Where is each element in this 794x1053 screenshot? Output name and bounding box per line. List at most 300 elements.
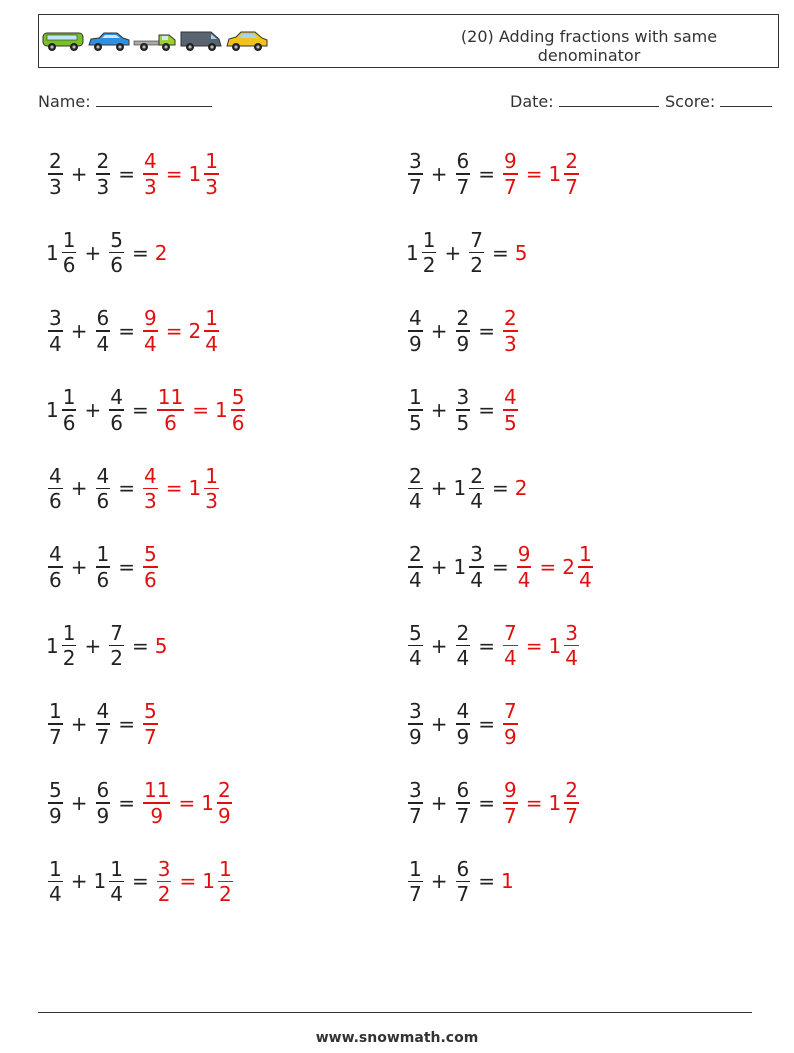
answer-mixed-number	[201, 778, 233, 828]
whole-part: 1	[46, 633, 59, 658]
denominator: 7	[409, 174, 422, 199]
whole-part: 1	[548, 162, 562, 186]
denominator: 4	[578, 567, 592, 592]
score-field[interactable]	[665, 92, 772, 111]
numerator: 1	[422, 227, 436, 252]
answer-mixed-number	[549, 149, 581, 199]
numerator: 4	[49, 463, 62, 488]
numerator: 6	[456, 856, 470, 881]
date-blank[interactable]	[559, 92, 659, 107]
denominator: 9	[409, 724, 422, 749]
plus-sign: +	[70, 869, 88, 894]
whole-part: 1	[214, 397, 228, 422]
problem-2	[46, 218, 167, 288]
equals-sign: =	[165, 162, 183, 186]
whole-part: 1	[548, 633, 562, 658]
fraction	[204, 306, 219, 356]
fraction	[517, 542, 532, 592]
plus-sign: +	[84, 240, 102, 265]
answer-fraction	[141, 542, 160, 592]
name-blank[interactable]	[96, 92, 212, 107]
fraction	[578, 542, 593, 592]
answer-integer: 1	[501, 869, 514, 894]
numerator: 3	[409, 778, 422, 803]
denominator: 6	[110, 410, 123, 435]
equals-sign: =	[178, 790, 196, 815]
fraction	[408, 149, 423, 199]
whole-part: 1	[453, 555, 467, 579]
answer-fraction	[141, 306, 160, 356]
equals-sign: =	[478, 869, 495, 894]
numerator: 7	[470, 227, 483, 252]
denominator: 4	[409, 567, 422, 592]
equals-sign: =	[165, 476, 183, 501]
denominator: 4	[205, 331, 218, 356]
numerator: 9	[517, 542, 531, 567]
plus-sign: +	[70, 476, 88, 501]
numerator: 1	[409, 385, 422, 410]
numerator: 4	[96, 463, 110, 488]
worksheet-title: (20) Adding fractions with same denominator	[460, 27, 718, 65]
mixed-number	[46, 621, 78, 671]
fraction	[456, 778, 471, 828]
denominator: 9	[456, 331, 470, 356]
numerator: 2	[409, 463, 422, 488]
fraction	[96, 699, 111, 749]
equals-sign: =	[131, 633, 149, 658]
denominator: 7	[565, 174, 578, 199]
fraction	[204, 464, 219, 514]
worksheet-header	[38, 14, 779, 68]
plus-sign: +	[70, 790, 88, 815]
denominator: 3	[205, 489, 218, 514]
denominator: 7	[504, 174, 517, 199]
problem-7	[46, 611, 167, 681]
plus-sign: +	[430, 869, 448, 894]
numerator: 9	[144, 306, 157, 331]
numerator: 3	[565, 620, 578, 645]
numerator: 3	[49, 306, 62, 331]
numerator: 2	[504, 306, 517, 331]
denominator: 3	[49, 174, 62, 199]
numerator: 2	[456, 620, 470, 645]
denominator: 2	[157, 882, 171, 907]
denominator: 6	[49, 489, 62, 514]
problem-17	[406, 611, 581, 681]
denominator: 4	[49, 882, 62, 907]
mixed-number	[46, 228, 78, 278]
answer-mixed-number	[562, 542, 594, 592]
numerator: 5	[49, 778, 62, 803]
answer-fraction	[155, 385, 186, 435]
numerator: 1	[62, 227, 76, 252]
fraction	[456, 385, 471, 435]
denominator: 7	[565, 803, 578, 828]
footer-divider	[38, 1012, 752, 1013]
equals-sign: =	[192, 397, 209, 422]
problem-20	[406, 846, 514, 916]
date-label: Date:	[510, 92, 554, 111]
fraction	[143, 149, 158, 199]
fraction	[564, 621, 579, 671]
fraction	[96, 464, 111, 514]
fraction	[96, 778, 111, 828]
numerator: 3	[456, 385, 470, 410]
numerator: 7	[110, 620, 123, 645]
equals-sign: =	[131, 869, 149, 894]
plus-sign: +	[70, 712, 88, 737]
denominator: 7	[49, 724, 62, 749]
fraction	[408, 857, 423, 907]
fraction	[503, 778, 518, 828]
numerator: 7	[504, 620, 517, 645]
fraction	[157, 857, 172, 907]
numerator: 6	[456, 149, 470, 174]
plus-sign: +	[430, 397, 448, 422]
mixed-number	[94, 857, 126, 907]
answer-fraction	[141, 464, 160, 514]
answer-fraction	[141, 149, 160, 199]
denominator: 7	[456, 803, 470, 828]
problem-14	[406, 375, 520, 445]
answer-fraction	[501, 699, 520, 749]
denominator: 2	[110, 646, 123, 671]
numerator: 5	[110, 227, 123, 252]
yellow-hatchback-icon	[225, 27, 269, 53]
numerator: 9	[504, 149, 517, 174]
fraction	[422, 228, 437, 278]
name-label: Name:	[38, 92, 91, 111]
numerator: 3	[409, 149, 422, 174]
denominator: 7	[504, 803, 517, 828]
fraction	[143, 306, 158, 356]
fraction	[96, 542, 111, 592]
numerator: 6	[96, 778, 110, 803]
numerator: 2	[96, 149, 110, 174]
numerator: 11	[157, 385, 184, 410]
denominator: 6	[231, 410, 245, 435]
denominator: 7	[144, 724, 157, 749]
denominator: 4	[409, 646, 422, 671]
denominator: 4	[96, 331, 110, 356]
plus-sign: +	[430, 162, 448, 186]
equals-sign: =	[525, 162, 543, 186]
plus-sign: +	[70, 162, 88, 186]
problem-12	[406, 218, 527, 288]
denominator: 9	[150, 803, 164, 828]
fraction	[48, 464, 63, 514]
equals-sign: =	[118, 319, 135, 344]
whole-part: 1	[93, 869, 107, 894]
equals-sign: =	[478, 162, 495, 186]
mixed-number	[454, 464, 486, 514]
numerator: 1	[205, 463, 218, 488]
equals-sign: =	[165, 319, 183, 344]
equals-sign: =	[179, 869, 197, 894]
fraction	[48, 699, 63, 749]
fraction	[48, 306, 63, 356]
equals-sign: =	[525, 790, 543, 815]
numerator: 1	[409, 856, 422, 881]
numerator: 11	[144, 778, 170, 803]
answer-fraction	[141, 778, 172, 828]
fraction	[456, 621, 471, 671]
answer-mixed-number	[549, 778, 581, 828]
fraction	[408, 385, 423, 435]
denominator: 4	[456, 646, 470, 671]
denominator: 5	[456, 410, 470, 435]
fraction	[109, 857, 124, 907]
fraction	[143, 542, 158, 592]
fraction	[408, 306, 423, 356]
answer-mixed-number	[189, 149, 221, 199]
problem-18	[406, 689, 520, 759]
answer-mixed-number	[549, 621, 581, 671]
answer-integer: 5	[514, 240, 528, 265]
whole-part: 1	[46, 240, 59, 265]
fraction	[143, 464, 158, 514]
whole-part: 1	[188, 162, 202, 186]
answer-mixed-number	[189, 306, 221, 356]
answer-fraction	[501, 306, 520, 356]
blue-sedan-icon	[87, 27, 131, 53]
equals-sign: =	[491, 555, 509, 579]
denominator: 9	[504, 724, 517, 749]
equals-sign: =	[478, 633, 495, 658]
fraction	[204, 149, 219, 199]
fraction	[157, 385, 184, 435]
denominator: 7	[456, 882, 470, 907]
fraction	[62, 385, 77, 435]
equals-sign: =	[491, 476, 509, 501]
plus-sign: +	[430, 476, 448, 501]
denominator: 3	[144, 174, 157, 199]
fraction	[217, 778, 232, 828]
fraction	[109, 385, 124, 435]
score-blank[interactable]	[720, 92, 772, 107]
mixed-number	[454, 542, 486, 592]
fraction	[456, 306, 471, 356]
fraction	[143, 699, 158, 749]
fraction	[218, 857, 233, 907]
numerator: 4	[456, 699, 470, 724]
problem-15	[406, 453, 527, 523]
problem-6	[46, 532, 160, 602]
plus-sign: +	[84, 633, 102, 658]
plus-sign: +	[430, 555, 448, 579]
denominator: 4	[409, 489, 422, 514]
name-field[interactable]	[38, 92, 212, 111]
denominator: 4	[470, 489, 483, 514]
denominator: 3	[144, 489, 157, 514]
fraction	[456, 149, 471, 199]
answer-fraction	[501, 385, 520, 435]
denominator: 7	[456, 174, 470, 199]
equals-sign: =	[478, 712, 495, 737]
denominator: 5	[409, 410, 422, 435]
whole-part: 1	[406, 240, 419, 265]
denominator: 6	[49, 567, 62, 592]
fraction	[456, 699, 471, 749]
denominator: 3	[205, 174, 218, 199]
numerator: 4	[96, 699, 110, 724]
fraction	[96, 306, 111, 356]
plus-sign: +	[70, 319, 88, 344]
fraction	[408, 778, 423, 828]
problem-11	[406, 139, 581, 209]
numerator: 1	[578, 542, 592, 567]
numerator: 5	[409, 620, 422, 645]
numerator: 9	[504, 778, 517, 803]
denominator: 2	[422, 253, 436, 278]
fraction	[62, 228, 77, 278]
fraction	[469, 464, 484, 514]
denominator: 6	[110, 253, 123, 278]
grey-van-icon	[179, 27, 223, 53]
denominator: 4	[110, 882, 123, 907]
problem-4	[46, 375, 247, 445]
tow-truck-icon	[133, 27, 177, 53]
denominator: 7	[409, 882, 422, 907]
numerator: 1	[62, 620, 76, 645]
equals-sign: =	[478, 790, 495, 815]
problem-10	[46, 846, 235, 916]
fraction	[48, 542, 63, 592]
answer-fraction	[501, 621, 520, 671]
answer-fraction	[141, 699, 160, 749]
date-field[interactable]	[510, 92, 659, 111]
denominator: 6	[164, 410, 177, 435]
fraction	[96, 149, 111, 199]
denominator: 9	[456, 724, 470, 749]
numerator: 1	[205, 149, 218, 174]
answer-integer: 2	[154, 240, 168, 265]
problem-1	[46, 139, 221, 209]
fraction	[503, 306, 518, 356]
plus-sign: +	[430, 633, 448, 658]
plus-sign: +	[84, 397, 102, 422]
fraction	[48, 857, 63, 907]
denominator: 4	[504, 646, 517, 671]
numerator: 1	[205, 306, 218, 331]
fraction	[48, 149, 63, 199]
denominator: 3	[96, 174, 110, 199]
numerator: 5	[144, 542, 157, 567]
numerator: 4	[504, 385, 517, 410]
numerator: 1	[49, 856, 62, 881]
numerator: 2	[456, 306, 470, 331]
whole-part: 2	[188, 319, 202, 344]
numerator: 4	[110, 385, 123, 410]
whole-part: 1	[188, 476, 202, 501]
numerator: 3	[157, 856, 171, 881]
numerator: 2	[49, 149, 62, 174]
numerator: 3	[470, 542, 483, 567]
problem-19	[406, 768, 581, 838]
fraction	[143, 778, 170, 828]
answer-mixed-number	[215, 385, 247, 435]
denominator: 4	[144, 331, 157, 356]
answer-fraction	[501, 778, 520, 828]
fraction	[408, 621, 423, 671]
denominator: 6	[62, 410, 76, 435]
fraction	[231, 385, 246, 435]
denominator: 2	[62, 646, 76, 671]
whole-part: 1	[201, 790, 214, 815]
numerator: 5	[144, 699, 157, 724]
whole-part: 1	[46, 397, 59, 422]
answer-mixed-number	[202, 857, 234, 907]
denominator: 9	[49, 803, 62, 828]
fraction	[469, 542, 484, 592]
whole-part: 1	[202, 869, 215, 894]
answer-mixed-number	[189, 464, 221, 514]
fraction	[109, 621, 124, 671]
fraction	[109, 228, 124, 278]
denominator: 6	[96, 489, 110, 514]
denominator: 6	[62, 253, 76, 278]
plus-sign: +	[430, 712, 448, 737]
denominator: 9	[409, 331, 422, 356]
score-label: Score:	[665, 92, 716, 111]
fraction	[503, 699, 518, 749]
plus-sign: +	[430, 790, 448, 815]
problem-9	[46, 768, 234, 838]
equals-sign: =	[539, 555, 557, 579]
denominator: 4	[470, 567, 483, 592]
equals-sign: =	[491, 240, 509, 265]
numerator: 6	[96, 306, 110, 331]
answer-fraction	[155, 857, 174, 907]
numerator: 3	[409, 699, 422, 724]
problem-3	[46, 296, 221, 366]
denominator: 6	[144, 567, 157, 592]
mixed-number	[406, 228, 438, 278]
numerator: 1	[49, 699, 62, 724]
numerator: 2	[470, 463, 483, 488]
equals-sign: =	[118, 712, 135, 737]
problem-16	[406, 532, 595, 602]
numerator: 2	[217, 778, 231, 803]
numerator: 4	[144, 463, 157, 488]
equals-sign: =	[118, 476, 135, 501]
denominator: 3	[504, 331, 517, 356]
denominator: 9	[96, 803, 110, 828]
denominator: 5	[504, 410, 517, 435]
fraction	[408, 542, 423, 592]
fraction	[456, 857, 471, 907]
numerator: 1	[96, 542, 110, 567]
equals-sign: =	[118, 790, 135, 815]
whole-part: 2	[562, 555, 575, 579]
numerator: 5	[231, 385, 245, 410]
numerator: 4	[409, 306, 422, 331]
whole-part: 1	[453, 476, 467, 501]
car-icons	[41, 27, 269, 53]
denominator: 4	[565, 646, 578, 671]
numerator: 4	[144, 149, 157, 174]
fraction	[469, 228, 484, 278]
numerator: 6	[456, 778, 470, 803]
plus-sign: +	[70, 555, 88, 579]
fraction	[503, 149, 518, 199]
numerator: 7	[504, 699, 517, 724]
denominator: 9	[217, 803, 231, 828]
fraction	[48, 778, 63, 828]
fraction	[408, 464, 423, 514]
answer-integer: 5	[154, 633, 168, 658]
numerator: 1	[110, 856, 123, 881]
